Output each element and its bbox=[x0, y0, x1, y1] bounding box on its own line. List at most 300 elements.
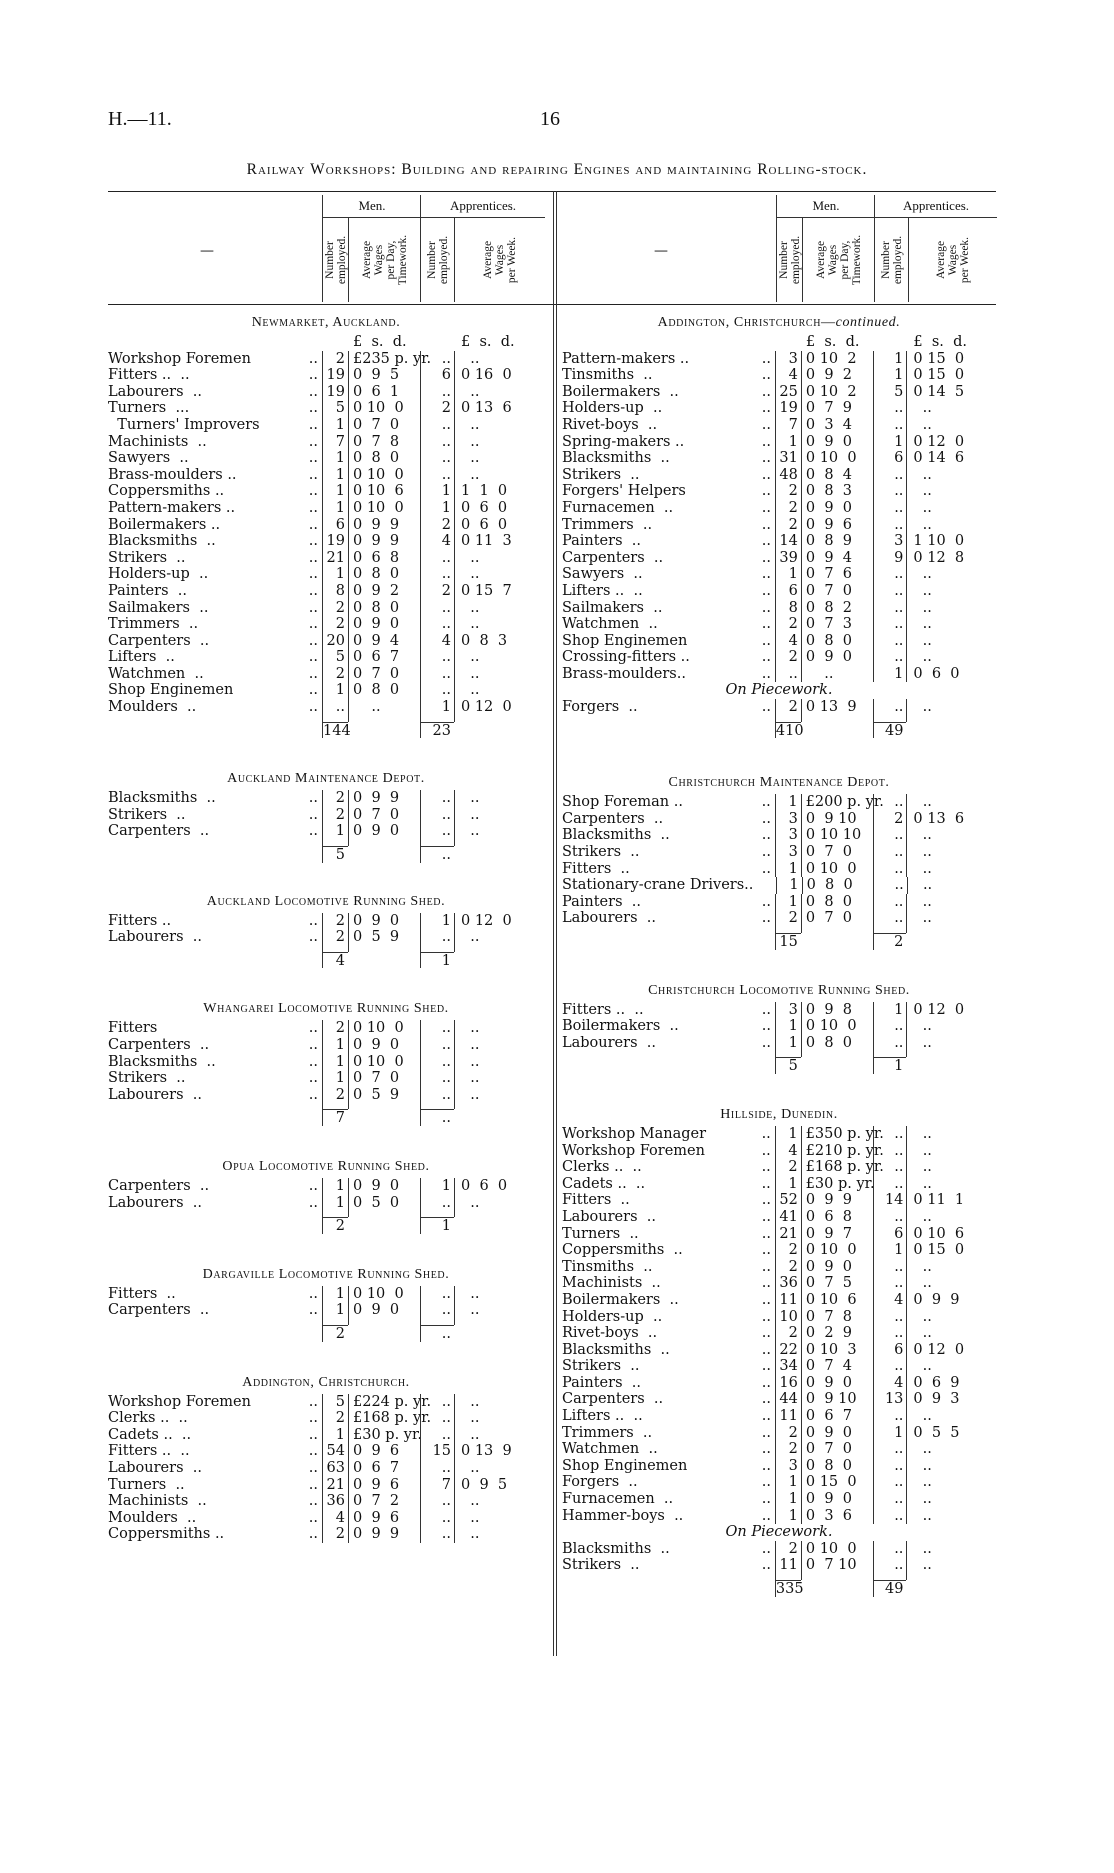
spacer bbox=[348, 846, 420, 863]
table-row bbox=[562, 1441, 996, 1458]
page-number: 16 bbox=[540, 108, 560, 130]
men-wages: 0 5 9 bbox=[348, 1087, 420, 1104]
leader-dots: .. bbox=[308, 1459, 318, 1476]
leader-dots: .. bbox=[761, 1341, 771, 1358]
apprentice-number: 1 bbox=[873, 1242, 907, 1259]
men-number: 4 bbox=[775, 1143, 801, 1160]
men-number: 1 bbox=[775, 1508, 801, 1525]
apprentice-wages: .. bbox=[906, 699, 996, 716]
table-row bbox=[562, 434, 996, 451]
occupation: Blacksmiths .. bbox=[562, 1341, 670, 1358]
table-row bbox=[108, 600, 544, 617]
total-apprentices: 1 bbox=[420, 952, 454, 969]
men-wages: 0 9 0 bbox=[348, 616, 420, 633]
leader-dots: .. bbox=[308, 350, 318, 367]
men-wages: 0 10 2 bbox=[801, 351, 873, 368]
men-wages: 0 10 6 bbox=[348, 483, 420, 500]
men-wages: 0 9 2 bbox=[801, 367, 873, 384]
men-wages: £30 p. yr. bbox=[348, 1427, 420, 1444]
table-row bbox=[108, 699, 544, 716]
apprentice-wages: .. bbox=[454, 450, 544, 467]
table-row bbox=[562, 1309, 996, 1326]
section-title: Christchurch Locomotive Running Shed. bbox=[648, 982, 910, 998]
occupation: Shop Enginemen bbox=[562, 632, 688, 649]
men-wages: 0 7 3 bbox=[801, 616, 873, 633]
right-column bbox=[562, 312, 996, 1597]
apprentice-number: .. bbox=[420, 929, 454, 946]
table-row bbox=[562, 1425, 996, 1442]
men-wages: 0 9 5 bbox=[348, 367, 420, 384]
leader-dots: .. bbox=[308, 450, 318, 467]
men-number: 1 bbox=[775, 1126, 801, 1143]
leader-dots: .. bbox=[308, 682, 318, 699]
occupation: Turners ... bbox=[108, 400, 190, 417]
occupation: Blacksmiths .. bbox=[108, 790, 216, 807]
apprentice-wages: .. bbox=[906, 910, 996, 927]
occupation: Turners' Improvers bbox=[108, 416, 260, 433]
table-row bbox=[562, 1508, 996, 1525]
apprentice-number: .. bbox=[873, 649, 907, 666]
occupation: Strikers .. bbox=[108, 549, 186, 566]
leader-dots: .. bbox=[761, 450, 771, 467]
leader-dots: .. bbox=[761, 416, 771, 433]
men-number: 5 bbox=[322, 649, 348, 666]
apprentice-wages: 1 1 0 bbox=[454, 483, 544, 500]
leader-dots: .. bbox=[308, 1070, 318, 1087]
table-row bbox=[562, 877, 996, 894]
leader-dots: .. bbox=[761, 910, 771, 927]
occupation: Strikers .. bbox=[562, 844, 640, 861]
occupation: Painters .. bbox=[562, 1374, 641, 1391]
section-title: Auckland Maintenance Depot. bbox=[227, 771, 425, 787]
men-number: 2 bbox=[322, 1526, 348, 1543]
men-number: 2 bbox=[322, 1087, 348, 1104]
table-row bbox=[108, 517, 544, 534]
total-apprentices: 2 bbox=[873, 933, 907, 950]
men-wages: 0 8 3 bbox=[801, 483, 873, 500]
apprentice-wages: .. bbox=[454, 1195, 544, 1212]
table-row bbox=[562, 1557, 996, 1574]
table-row bbox=[562, 1275, 996, 1292]
leader-dots: .. bbox=[308, 1493, 318, 1510]
apprentice-wages: .. bbox=[906, 827, 996, 844]
spacer bbox=[454, 1325, 544, 1342]
apprentice-wages: .. bbox=[906, 483, 996, 500]
table-row bbox=[562, 550, 996, 567]
leader-dots: .. bbox=[761, 1441, 771, 1458]
men-number: 3 bbox=[775, 811, 801, 828]
leader-dots: .. bbox=[308, 1410, 318, 1427]
apprentice-number: 1 bbox=[420, 1178, 454, 1195]
occupation: Coppersmiths .. bbox=[108, 483, 225, 500]
apprentice-number: .. bbox=[420, 351, 454, 368]
table-row bbox=[562, 1159, 996, 1176]
occupation: Blacksmiths .. bbox=[108, 1053, 216, 1070]
page-title: Railway Workshops: Building and repairing Engines and maintaining Rolling-stock. bbox=[246, 161, 868, 178]
men-number: 54 bbox=[322, 1443, 348, 1460]
occupation: Turners .. bbox=[108, 1476, 185, 1493]
table-row bbox=[562, 1259, 996, 1276]
apprentice-wages: 0 12 0 bbox=[454, 913, 544, 930]
apprentice-wages: .. bbox=[454, 649, 544, 666]
leader-dots: .. bbox=[308, 483, 318, 500]
table-row bbox=[562, 1209, 996, 1226]
men-number: 20 bbox=[322, 633, 348, 650]
table-section bbox=[108, 312, 544, 738]
men-wages: 0 9 9 bbox=[348, 533, 420, 550]
total-row bbox=[562, 1580, 996, 1597]
men-number: 1 bbox=[775, 794, 801, 811]
leader-dots: .. bbox=[308, 516, 318, 533]
occupation: Tinsmiths .. bbox=[562, 1258, 653, 1275]
table-row bbox=[562, 1541, 996, 1558]
men-number: 19 bbox=[322, 367, 348, 384]
table-row bbox=[108, 351, 544, 368]
apprentice-wages: 0 12 0 bbox=[454, 699, 544, 716]
table-row bbox=[108, 790, 544, 807]
men-number: 36 bbox=[322, 1493, 348, 1510]
table-row bbox=[108, 384, 544, 401]
apprentice-wages: .. bbox=[454, 1526, 544, 1543]
section-title: Addington, Christchurch. bbox=[242, 1374, 410, 1390]
men-wages: 0 9 6 bbox=[348, 1510, 420, 1527]
men-wages: 0 9 0 bbox=[348, 1178, 420, 1195]
occupation: Watchmen .. bbox=[562, 1441, 658, 1458]
header-men: Men. bbox=[776, 195, 875, 218]
total-row bbox=[108, 952, 544, 969]
apprentice-number: .. bbox=[873, 1209, 907, 1226]
men-number: 7 bbox=[322, 434, 348, 451]
apprentice-number: .. bbox=[873, 1491, 907, 1508]
apprentice-number: .. bbox=[420, 1460, 454, 1477]
table-row bbox=[562, 616, 996, 633]
apprentice-number: .. bbox=[420, 1510, 454, 1527]
occupation: Carpenters .. bbox=[108, 1302, 210, 1319]
men-number: 31 bbox=[775, 450, 801, 467]
table-section bbox=[108, 998, 544, 1126]
leader-dots: .. bbox=[308, 549, 318, 566]
table-row bbox=[108, 1302, 544, 1319]
apprentice-number: .. bbox=[420, 807, 454, 824]
apprentice-number: .. bbox=[873, 699, 907, 716]
units-spacer bbox=[322, 334, 348, 351]
men-number: 2 bbox=[775, 1325, 801, 1342]
apprentice-wages: .. bbox=[906, 1491, 996, 1508]
apprentice-wages: 0 11 1 bbox=[906, 1192, 996, 1209]
men-number: 2 bbox=[775, 517, 801, 534]
men-number: 2 bbox=[775, 1159, 801, 1176]
apprentice-wages: 0 15 7 bbox=[454, 583, 544, 600]
leader-dots: .. bbox=[761, 1192, 771, 1209]
apprentice-number: .. bbox=[873, 1159, 907, 1176]
men-number: 1 bbox=[775, 434, 801, 451]
occupation: Stationary-crane Drivers.. bbox=[562, 877, 754, 894]
occupation: Coppersmiths .. bbox=[108, 1526, 225, 1543]
men-number: .. bbox=[322, 699, 348, 716]
occupation: Carpenters .. bbox=[108, 1037, 210, 1053]
leader-dots: .. bbox=[761, 533, 771, 550]
occupation: Brass-moulders.. bbox=[562, 665, 686, 682]
total-apprentices: 23 bbox=[420, 722, 454, 739]
occupation: Shop Enginemen bbox=[562, 1457, 688, 1474]
occupation: Lifters .. .. bbox=[562, 582, 643, 599]
table-section bbox=[562, 1104, 996, 1597]
men-wages: 0 9 0 bbox=[348, 1037, 420, 1054]
apprentice-number: 2 bbox=[873, 811, 907, 828]
table-row bbox=[108, 649, 544, 666]
occupation: Labourers .. bbox=[108, 383, 202, 400]
apprentice-wages: .. bbox=[906, 794, 996, 811]
leader-dots: .. bbox=[761, 1491, 771, 1508]
men-wages: 0 13 9 bbox=[801, 699, 873, 716]
occupation: Carpenters .. bbox=[108, 632, 210, 649]
table-header-right bbox=[562, 195, 996, 303]
occupation: Trimmers .. bbox=[562, 1424, 653, 1441]
apprentice-wages: .. bbox=[454, 1020, 544, 1037]
spacer bbox=[348, 1325, 420, 1342]
men-wages: 0 7 0 bbox=[348, 417, 420, 434]
spacer bbox=[294, 1109, 322, 1126]
apprentice-number: 6 bbox=[873, 1342, 907, 1359]
occupation: Trimmers .. bbox=[108, 616, 199, 633]
leader-dots: .. bbox=[308, 466, 318, 483]
occupation: Forgers' Helpers bbox=[562, 483, 686, 500]
table-section bbox=[108, 1156, 544, 1234]
table-header-left bbox=[108, 195, 544, 303]
apprentice-wages: .. bbox=[906, 1209, 996, 1226]
apprentice-wages: .. bbox=[454, 467, 544, 484]
apprentice-number: 1 bbox=[873, 351, 907, 368]
men-number: 11 bbox=[775, 1408, 801, 1425]
table-row bbox=[108, 450, 544, 467]
apprentice-number: .. bbox=[873, 794, 907, 811]
occupation: Boilermakers .. bbox=[562, 1291, 679, 1308]
table-row bbox=[562, 1375, 996, 1392]
men-number: 22 bbox=[775, 1342, 801, 1359]
men-wages: 0 9 0 bbox=[801, 500, 873, 517]
spacer bbox=[454, 846, 544, 863]
table-row bbox=[562, 533, 996, 550]
apprentice-wages: 0 6 0 bbox=[454, 517, 544, 534]
occupation: Machinists .. bbox=[108, 433, 207, 450]
table-row bbox=[108, 633, 544, 650]
men-wages: £350 p. yr. bbox=[801, 1126, 873, 1143]
leader-dots: .. bbox=[761, 1391, 771, 1408]
men-wages: 0 10 0 bbox=[801, 861, 873, 878]
table-row bbox=[562, 1391, 996, 1408]
section-title: Opua Locomotive Running Shed. bbox=[222, 1158, 430, 1174]
apprentice-wages: .. bbox=[906, 1159, 996, 1176]
units-men: £ s. d. bbox=[353, 334, 407, 350]
occupation: Shop Enginemen bbox=[108, 682, 234, 699]
men-wages: 0 2 9 bbox=[801, 1325, 873, 1342]
men-number: 1 bbox=[775, 1491, 801, 1508]
table-row bbox=[108, 1460, 544, 1477]
apprentice-number: .. bbox=[420, 600, 454, 617]
men-number: 1 bbox=[322, 1427, 348, 1444]
occupation: Forgers .. bbox=[562, 1474, 638, 1491]
table-row bbox=[108, 1443, 544, 1460]
apprentice-wages: .. bbox=[454, 1460, 544, 1477]
apprentice-wages: .. bbox=[906, 1474, 996, 1491]
apprentice-number: .. bbox=[873, 1259, 907, 1276]
men-wages: 0 10 0 bbox=[801, 1242, 873, 1259]
apprentice-wages: .. bbox=[906, 417, 996, 434]
apprentice-number: .. bbox=[873, 1508, 907, 1525]
table-row bbox=[108, 1087, 544, 1104]
apprentice-number: .. bbox=[873, 1408, 907, 1425]
header-dash: — bbox=[654, 243, 668, 259]
men-wages: £224 p. yr. bbox=[348, 1394, 420, 1411]
header-men-number: Number employed. bbox=[776, 218, 803, 302]
table-row bbox=[562, 1143, 996, 1160]
total-men: 410 bbox=[775, 722, 804, 739]
table-row bbox=[108, 1510, 544, 1527]
apprentice-wages: 0 15 0 bbox=[906, 367, 996, 384]
table-row bbox=[562, 467, 996, 484]
men-number: 19 bbox=[322, 533, 348, 550]
apprentice-number: .. bbox=[420, 1020, 454, 1037]
men-wages: 0 7 0 bbox=[348, 1070, 420, 1087]
table-row bbox=[108, 1020, 544, 1037]
occupation: Painters .. bbox=[108, 582, 187, 599]
men-wages: 0 10 0 bbox=[348, 400, 420, 417]
apprentice-wages: 0 13 6 bbox=[454, 400, 544, 417]
apprentice-number: .. bbox=[420, 1037, 454, 1054]
men-wages: 0 9 10 bbox=[801, 1391, 873, 1408]
men-number: 4 bbox=[775, 367, 801, 384]
spacer bbox=[108, 1109, 294, 1126]
occupation: Blacksmiths .. bbox=[562, 1540, 670, 1557]
total-men: 335 bbox=[775, 1581, 804, 1597]
apprentice-wages: .. bbox=[454, 1070, 544, 1087]
leader-dots: .. bbox=[761, 1325, 771, 1342]
units-spacer bbox=[562, 334, 747, 351]
table-row bbox=[108, 1070, 544, 1087]
apprentice-number: 4 bbox=[873, 1375, 907, 1392]
apprentice-number: .. bbox=[420, 550, 454, 567]
total-row bbox=[108, 1217, 544, 1234]
apprentice-number: 6 bbox=[873, 450, 907, 467]
apprentice-number: .. bbox=[420, 666, 454, 683]
leader-dots: .. bbox=[308, 632, 318, 649]
apprentice-number: .. bbox=[420, 790, 454, 807]
header-men-number: Number employed. bbox=[322, 218, 349, 302]
apprentice-number: .. bbox=[420, 1302, 454, 1319]
leader-dots: .. bbox=[761, 893, 771, 910]
table-row bbox=[562, 1192, 996, 1209]
men-number: 1 bbox=[775, 861, 801, 878]
leader-dots: .. bbox=[308, 566, 318, 583]
table-row bbox=[108, 483, 544, 500]
occupation: Labourers .. bbox=[108, 929, 202, 946]
apprentice-wages: 0 16 0 bbox=[454, 367, 544, 384]
total-apprentices: 1 bbox=[873, 1057, 907, 1074]
men-number: 6 bbox=[322, 517, 348, 534]
table-section bbox=[108, 768, 544, 862]
occupation: Strikers .. bbox=[562, 466, 640, 483]
apprentice-wages: .. bbox=[906, 1541, 996, 1558]
men-wages: 0 10 0 bbox=[801, 450, 873, 467]
spacer bbox=[348, 1217, 420, 1234]
spacer bbox=[108, 1325, 294, 1342]
spacer bbox=[294, 1217, 322, 1234]
leader-dots: .. bbox=[761, 1258, 771, 1275]
spacer bbox=[801, 1580, 873, 1597]
men-wages: 0 8 0 bbox=[348, 566, 420, 583]
men-number: 8 bbox=[322, 583, 348, 600]
leader-dots: .. bbox=[761, 1540, 771, 1557]
apprentice-wages: 0 6 9 bbox=[906, 1375, 996, 1392]
table-row bbox=[562, 910, 996, 927]
leader-dots: .. bbox=[761, 649, 771, 666]
leader-dots: .. bbox=[308, 599, 318, 616]
apprentice-wages: 0 12 0 bbox=[906, 434, 996, 451]
table-row bbox=[562, 1474, 996, 1491]
apprentice-number: .. bbox=[873, 1358, 907, 1375]
men-wages: 0 9 6 bbox=[348, 1443, 420, 1460]
spacer bbox=[562, 1057, 747, 1074]
men-number: 4 bbox=[322, 1510, 348, 1527]
section-title: Whangarei Locomotive Running Shed. bbox=[203, 1001, 449, 1017]
apprentice-number: .. bbox=[420, 1054, 454, 1071]
occupation: Holders-up .. bbox=[562, 1308, 663, 1325]
spacer bbox=[454, 722, 544, 739]
apprentice-number: 9 bbox=[873, 550, 907, 567]
men-wages: 0 7 0 bbox=[801, 844, 873, 861]
occupation: Boilermakers .. bbox=[562, 383, 679, 400]
men-number: 1 bbox=[322, 1037, 348, 1054]
men-wages: 0 6 8 bbox=[348, 550, 420, 567]
leader-dots: .. bbox=[761, 699, 771, 716]
occupation: Brass-moulders .. bbox=[108, 466, 237, 483]
table-row bbox=[108, 1477, 544, 1494]
table-row bbox=[562, 367, 996, 384]
table-row bbox=[108, 367, 544, 384]
apprentice-wages: .. bbox=[906, 1309, 996, 1326]
section-title: Addington, Christchurch—continued. bbox=[657, 315, 901, 330]
men-number: 21 bbox=[775, 1226, 801, 1243]
leader-dots: .. bbox=[308, 416, 318, 433]
table-row bbox=[108, 417, 544, 434]
spacer bbox=[108, 722, 294, 739]
table-section bbox=[562, 312, 996, 738]
apprentice-number: 1 bbox=[873, 1002, 907, 1019]
table-row bbox=[562, 649, 996, 666]
table-row bbox=[562, 1458, 996, 1475]
total-men: 5 bbox=[775, 1057, 801, 1074]
men-number: 44 bbox=[775, 1391, 801, 1408]
leader-dots: .. bbox=[761, 1018, 771, 1035]
apprentice-wages: .. bbox=[454, 417, 544, 434]
spacer bbox=[294, 722, 322, 739]
apprentice-number: .. bbox=[873, 1018, 907, 1035]
table-row bbox=[108, 823, 544, 840]
men-number: 11 bbox=[775, 1557, 801, 1574]
leader-dots: .. bbox=[761, 516, 771, 533]
occupation: Strikers .. bbox=[108, 806, 186, 823]
apprentice-number: 3 bbox=[873, 533, 907, 550]
table-row bbox=[562, 1176, 996, 1193]
occupation: Labourers .. bbox=[562, 1034, 656, 1051]
apprentice-wages: .. bbox=[454, 550, 544, 567]
apprentice-number: .. bbox=[420, 1394, 454, 1411]
leader-dots: .. bbox=[308, 367, 318, 384]
table-row bbox=[562, 483, 996, 500]
occupation: Clerks .. .. bbox=[562, 1159, 642, 1176]
men-wages: 0 3 6 bbox=[801, 1508, 873, 1525]
leader-dots: .. bbox=[308, 533, 318, 550]
